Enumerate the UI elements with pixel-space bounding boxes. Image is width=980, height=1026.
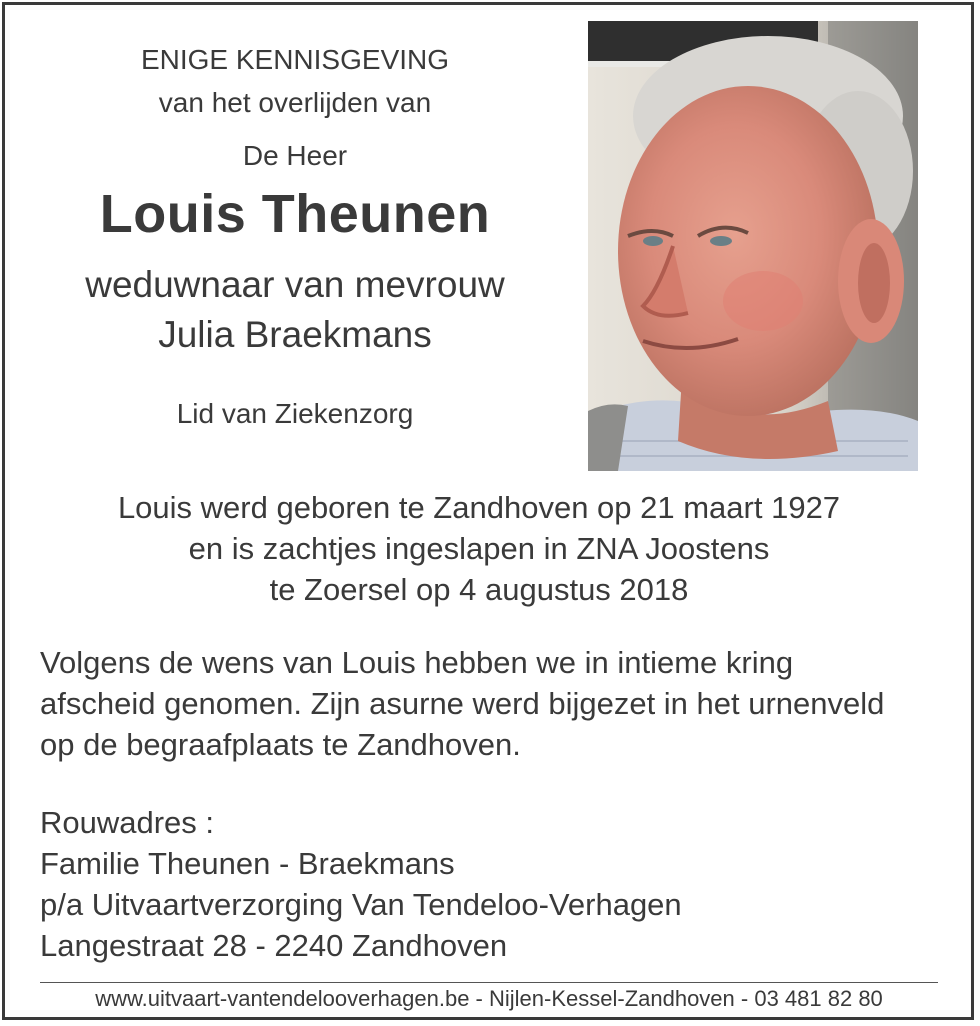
address-street: Langestraat 28 - 2240 Zandhoven	[40, 928, 508, 963]
birth-line-1: Louis werd geboren te Zandhoven op 21 maart 1927	[117, 490, 841, 525]
address-family: Familie Theunen - Braekmans	[40, 846, 455, 881]
address-label: Rouwadres :	[40, 805, 215, 840]
footer-divider	[40, 982, 938, 983]
birth-line-2: en is zachtjes ingeslapen in ZNA Joostens	[188, 531, 770, 566]
farewell-line-1: Volgens de wens van Louis hebben we in intieme kring	[40, 645, 794, 680]
spouse-name: Julia Braekmans	[158, 314, 432, 355]
portrait-illustration	[588, 21, 918, 471]
address-care-of: p/a Uitvaartverzorging Van Tendeloo-Verhagen	[40, 887, 682, 922]
footer-contact: www.uitvaart-vantendelooverhagen.be - Nijlen-Kessel-Zandhoven - 03 481 82 80	[95, 986, 883, 1011]
portrait-photo	[588, 21, 918, 471]
notice-heading: ENIGE KENNISGEVING	[140, 44, 450, 75]
widower-line: weduwnaar van mevrouw	[85, 264, 505, 305]
membership-line: Lid van Ziekenzorg	[176, 398, 414, 429]
deceased-name: Louis Theunen	[99, 184, 491, 244]
farewell-line-3: op de begraafplaats te Zandhoven.	[40, 727, 521, 762]
birth-line-3: te Zoersel op 4 augustus 2018	[269, 572, 689, 607]
notice-subheading: van het overlijden van	[158, 87, 432, 118]
farewell-line-2: afscheid genomen. Zijn asurne werd bijgezet in het urnenveld	[40, 686, 885, 721]
salutation: De Heer	[242, 140, 348, 171]
